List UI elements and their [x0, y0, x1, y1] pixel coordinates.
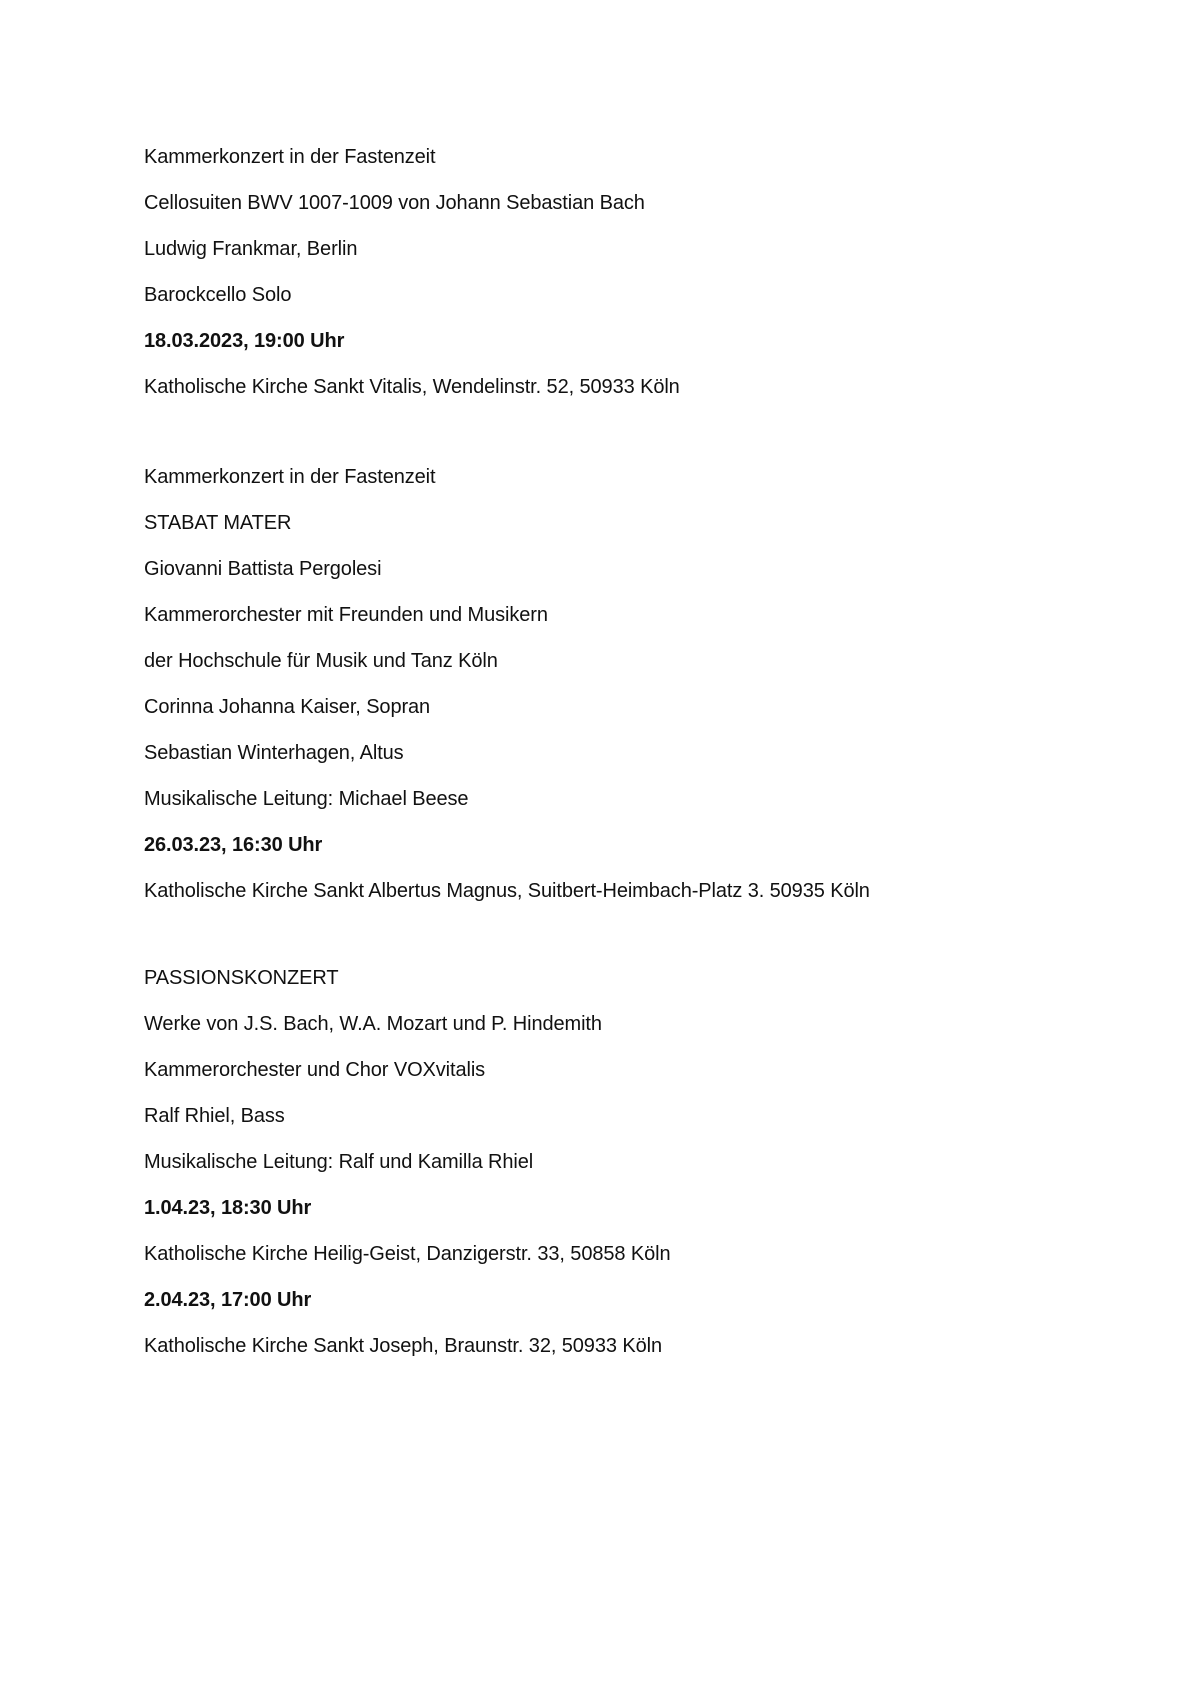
concert-title: Kammerkonzert in der Fastenzeit [144, 466, 436, 488]
concert-title: Kammerkonzert in der Fastenzeit [144, 146, 436, 168]
concert-program: Cellosuiten BWV 1007-1009 von Johann Sebastian Bach [144, 192, 645, 214]
concert-venue: Katholische Kirche Heilig-Geist, Danzigerstr. 33, 50858 Köln [144, 1243, 671, 1265]
concert-performer: Ludwig Frankmar, Berlin [144, 238, 358, 260]
concert-conductor: Musikalische Leitung: Ralf und Kamilla Rhiel [144, 1151, 534, 1173]
concert-composer: Giovanni Battista Pergolesi [144, 558, 382, 580]
concert-ensemble: Kammerorchester mit Freunden und Musikern [144, 604, 548, 626]
concert-program: Werke von J.S. Bach, W.A. Mozart und P. Hindemith [144, 1013, 602, 1035]
concert-date: 18.03.2023, 19:00 Uhr [144, 330, 345, 352]
concert-soloist: Corinna Johanna Kaiser, Sopran [144, 696, 431, 718]
concert-soloist: Ralf Rhiel, Bass [144, 1105, 285, 1127]
concert-title: PASSIONSKONZERT [144, 967, 339, 989]
concert-entry-1 [144, 134, 1104, 410]
concert-entry-3 [144, 955, 1104, 1369]
concert-date: 1.04.23, 18:30 Uhr [144, 1197, 312, 1219]
concert-work: STABAT MATER [144, 512, 292, 534]
concert-date: 2.04.23, 17:00 Uhr [144, 1289, 312, 1311]
concert-date: 26.03.23, 16:30 Uhr [144, 834, 323, 856]
concert-instrument: Barockcello Solo [144, 284, 292, 306]
concert-entry-2 [144, 454, 1104, 914]
concert-ensemble: Kammerorchester und Chor VOXvitalis [144, 1059, 486, 1081]
concert-venue: Katholische Kirche Sankt Albertus Magnus, Suitbert-Heimbach-Platz 3. 50935 Köln [144, 880, 870, 902]
concert-conductor: Musikalische Leitung: Michael Beese [144, 788, 469, 810]
concert-venue: Katholische Kirche Sankt Joseph, Braunstr. 32, 50933 Köln [144, 1335, 662, 1357]
concert-soloist: Sebastian Winterhagen, Altus [144, 742, 404, 764]
concert-ensemble-cont: der Hochschule für Musik und Tanz Köln [144, 650, 498, 672]
concert-venue: Katholische Kirche Sankt Vitalis, Wendelinstr. 52, 50933 Köln [144, 376, 680, 398]
